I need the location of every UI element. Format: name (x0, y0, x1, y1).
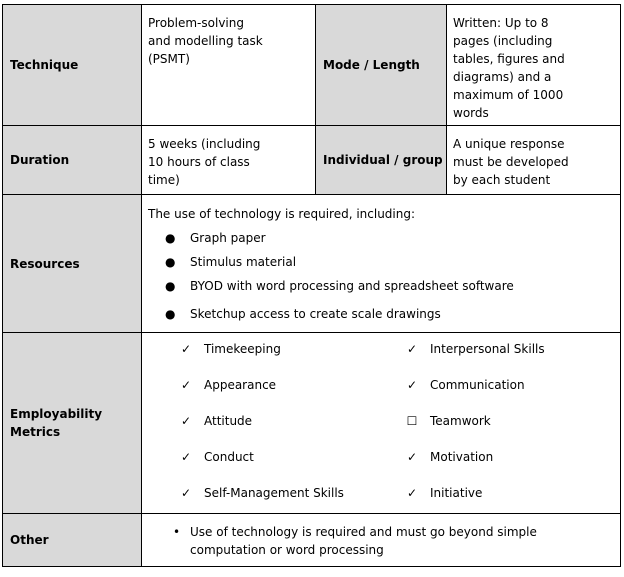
individual-group-label: Individual / group (316, 126, 447, 195)
check-icon: ✓ (180, 378, 192, 392)
technique-value: Problem-solving and modelling task (PSMT) (142, 5, 316, 126)
check-icon: ✓ (406, 450, 418, 464)
employability-content (142, 333, 621, 514)
list-item: ● BYOD with word processing and spreadsheet software (165, 279, 514, 293)
bullet-icon: • (173, 525, 181, 539)
check-icon: ✓ (180, 450, 192, 464)
duration-row (3, 126, 621, 195)
resources-label: Resources (3, 195, 142, 333)
duration-value: 5 weeks (including 10 hours of class time) (142, 126, 316, 195)
check-icon: ✓ (406, 342, 418, 356)
resources-intro: The use of technology is required, including: (148, 207, 416, 221)
employability-label: Employability Metrics (3, 333, 142, 514)
check-icon: ✓ (180, 342, 192, 356)
bullet-icon: ● (165, 279, 176, 293)
bullet-icon: ● (165, 231, 176, 245)
assessment-table (2, 4, 621, 567)
bullet-icon: ● (165, 255, 176, 269)
other-label: Other (3, 514, 142, 567)
resources-list (142, 229, 620, 329)
individual-group-value: A unique response must be developed by each student (447, 126, 621, 195)
technique-row (3, 5, 621, 126)
technique-label: Technique (3, 5, 142, 126)
other-content (142, 514, 621, 567)
resources-content (142, 195, 621, 333)
check-icon: ✓ (406, 378, 418, 392)
check-icon: ✓ (180, 414, 192, 428)
list-item: ● Sketchup access to create scale drawings (165, 307, 441, 321)
list-item: ● Graph paper (165, 231, 266, 245)
mode-length-label: Mode / Length (316, 5, 447, 126)
other-row (3, 514, 621, 567)
employability-row (3, 333, 621, 514)
mode-length-value: Written: Up to 8 pages (including tables, figures and diagrams) and a maximum of 1000 words (447, 5, 621, 126)
check-icon: ✓ (180, 486, 192, 500)
empty-checkbox-icon: ☐ (406, 414, 418, 428)
resources-row (3, 195, 621, 333)
list-item: • Use of technology is required and must go beyond simple computation or word processing (173, 525, 537, 557)
duration-label: Duration (3, 126, 142, 195)
bullet-icon: ● (165, 307, 176, 321)
metrics-grid: ✓ Timekeeping ✓ Appearance ✓ Attitude ✓ Conduct ✓ Self-Management Skills ✓ Interpersonal Skills ✓ Communication ☐ Teamwork ✓ Motivation ✓ Initiative (180, 342, 545, 500)
check-icon: ✓ (406, 486, 418, 500)
list-item: ● Stimulus material (165, 255, 297, 269)
